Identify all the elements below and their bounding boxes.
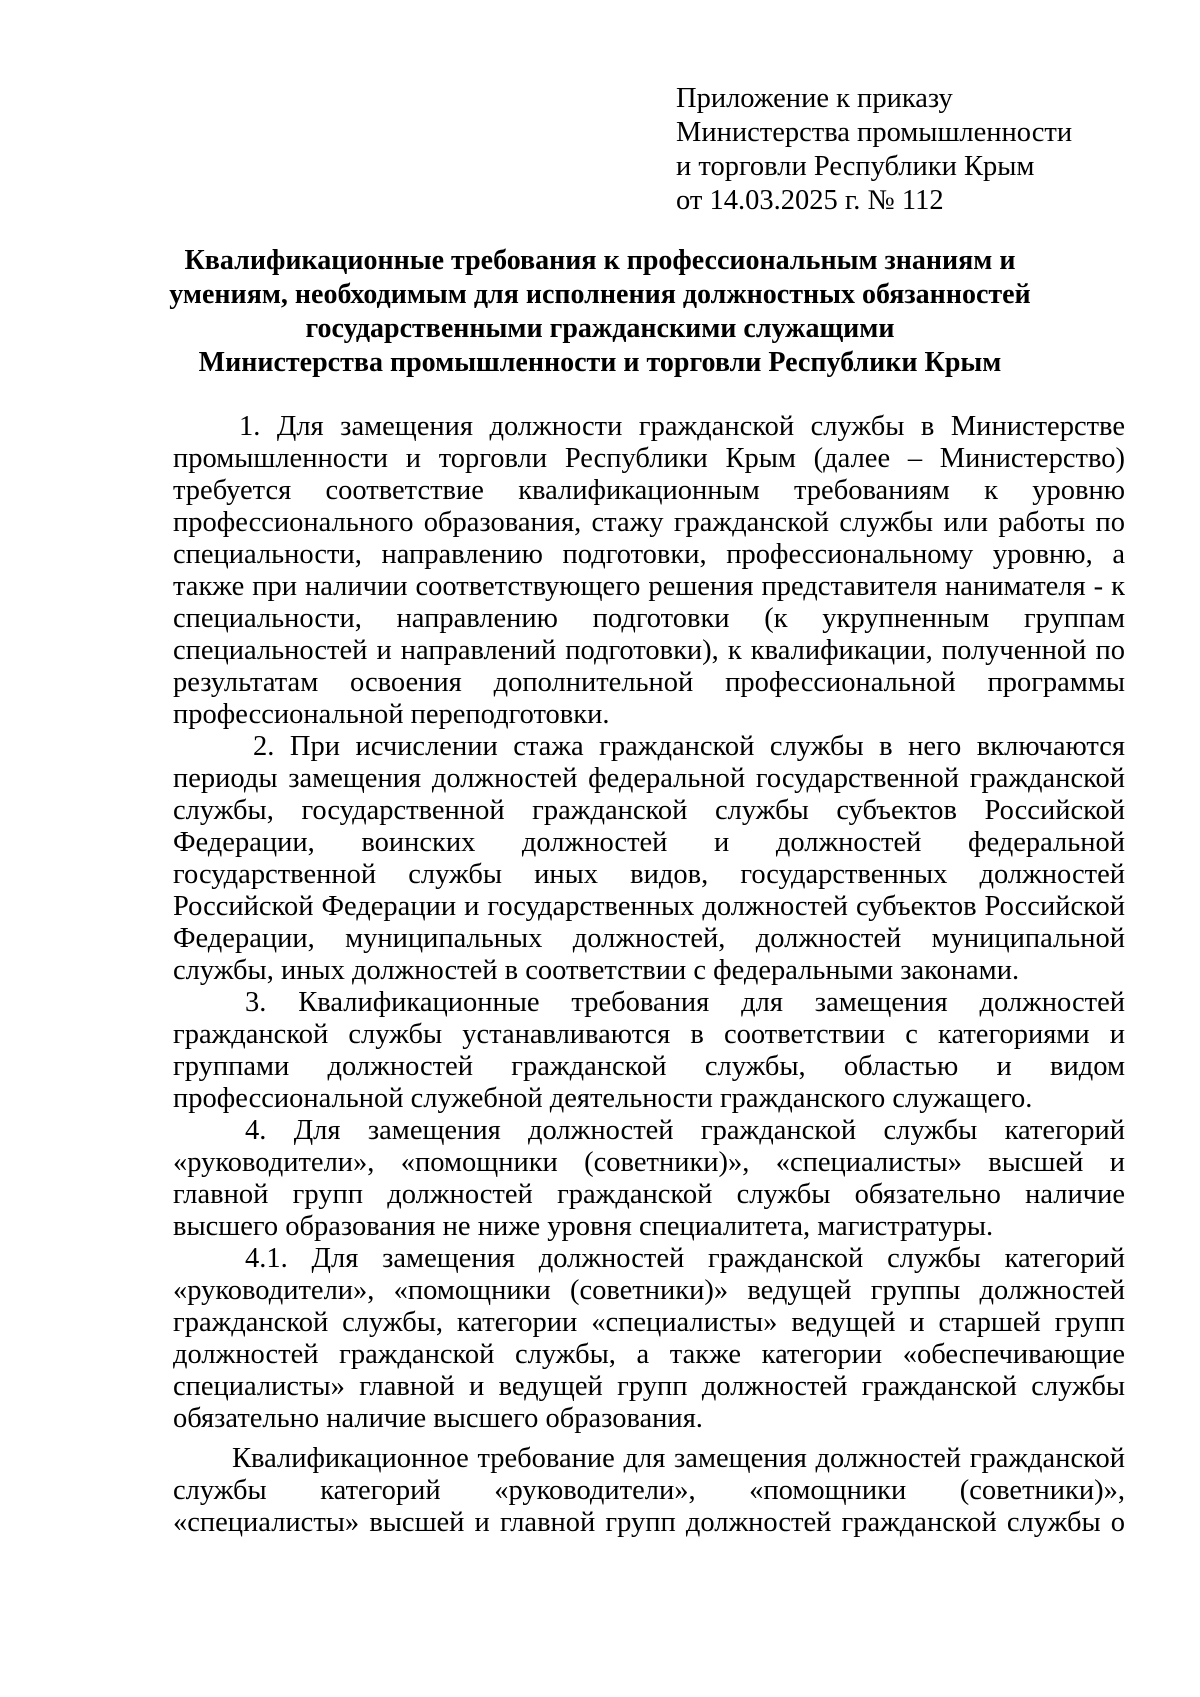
appendix-line-4: от 14.03.2025 г. № 112 (676, 185, 944, 216)
title-line-2: умениям, необходимым для исполнения должностных обязанностей (169, 279, 1031, 310)
paragraph-qualification-requirement: Квалификационное требование для замещения должностей гражданской службы категорий «руководители», «помощники (советники)», «специалисты» высшей и главной групп должностей гражданской службы о (173, 1443, 1125, 1538)
title-line-1: Квалификационные требования к профессиональным знаниям и (184, 245, 1016, 276)
title-line-3: государственными гражданскими служащими (305, 313, 895, 344)
paragraph-4-1: 4.1. Для замещения должностей гражданской службы категорий «руководители», «помощники (советники)» ведущей группы должностей гражданской службы, категории «специалисты» ведущей и старшей групп должностей гражданской службы, а также категории «обеспечивающие специалисты» главной и ведущей групп должностей гражданской службы обязательно наличие высшего образования. (173, 1243, 1125, 1434)
appendix-line-1: Приложение к приказу (676, 83, 953, 114)
appendix-line-2: Министерства промышленности (676, 117, 1073, 148)
paragraph-1: 1. Для замещения должности гражданской службы в Министерстве промышленности и торговли Республики Крым (далее – Министерство) требуется соответствие квалификационным требованиям к уровню профессионального образования, стажу гражданской службы или работы по специальности, направлению подготовки, профессиональному уровню, а также при наличии соответствующего решения представителя нанимателя - к специальности, направлению подготовки (к укрупненным группам специальностей и направлений подготовки), к квалификации, полученной по результатам освоения дополнительной профессиональной программы профессиональной переподготовки. (173, 411, 1125, 730)
appendix-header (676, 82, 1146, 218)
title-line-4: Министерства промышленности и торговли Республики Крым (198, 347, 1002, 378)
paragraph-2: 2. При исчислении стажа гражданской службы в него включаются периоды замещения должностей федеральной государственной гражданской службы, государственной гражданской службы субъектов Российской Федерации, воинских должностей и должностей федеральной государственной службы иных видов, государственных должностей Российской Федерации и государственных должностей субъектов Российской Федерации, муниципальных должностей, должностей муниципальной службы, иных должностей в соответствии с федеральными законами. (173, 731, 1125, 986)
paragraph-4: 4. Для замещения должностей гражданской службы категорий «руководители», «помощники (советники)», «специалисты» высшей и главной групп должностей гражданской службы обязательно наличие высшего образования не ниже уровня специалитета, магистратуры. (173, 1115, 1125, 1242)
document-title (150, 244, 1050, 380)
document-body (173, 411, 1125, 1539)
paragraph-3: 3. Квалификационные требования для замещения должностей гражданской службы устанавливаются в соответствии с категориями и группами должностей гражданской службы, областью и видом профессиональной служебной деятельности гражданского служащего. (173, 987, 1125, 1114)
appendix-line-3: и торговли Республики Крым (676, 151, 1035, 182)
